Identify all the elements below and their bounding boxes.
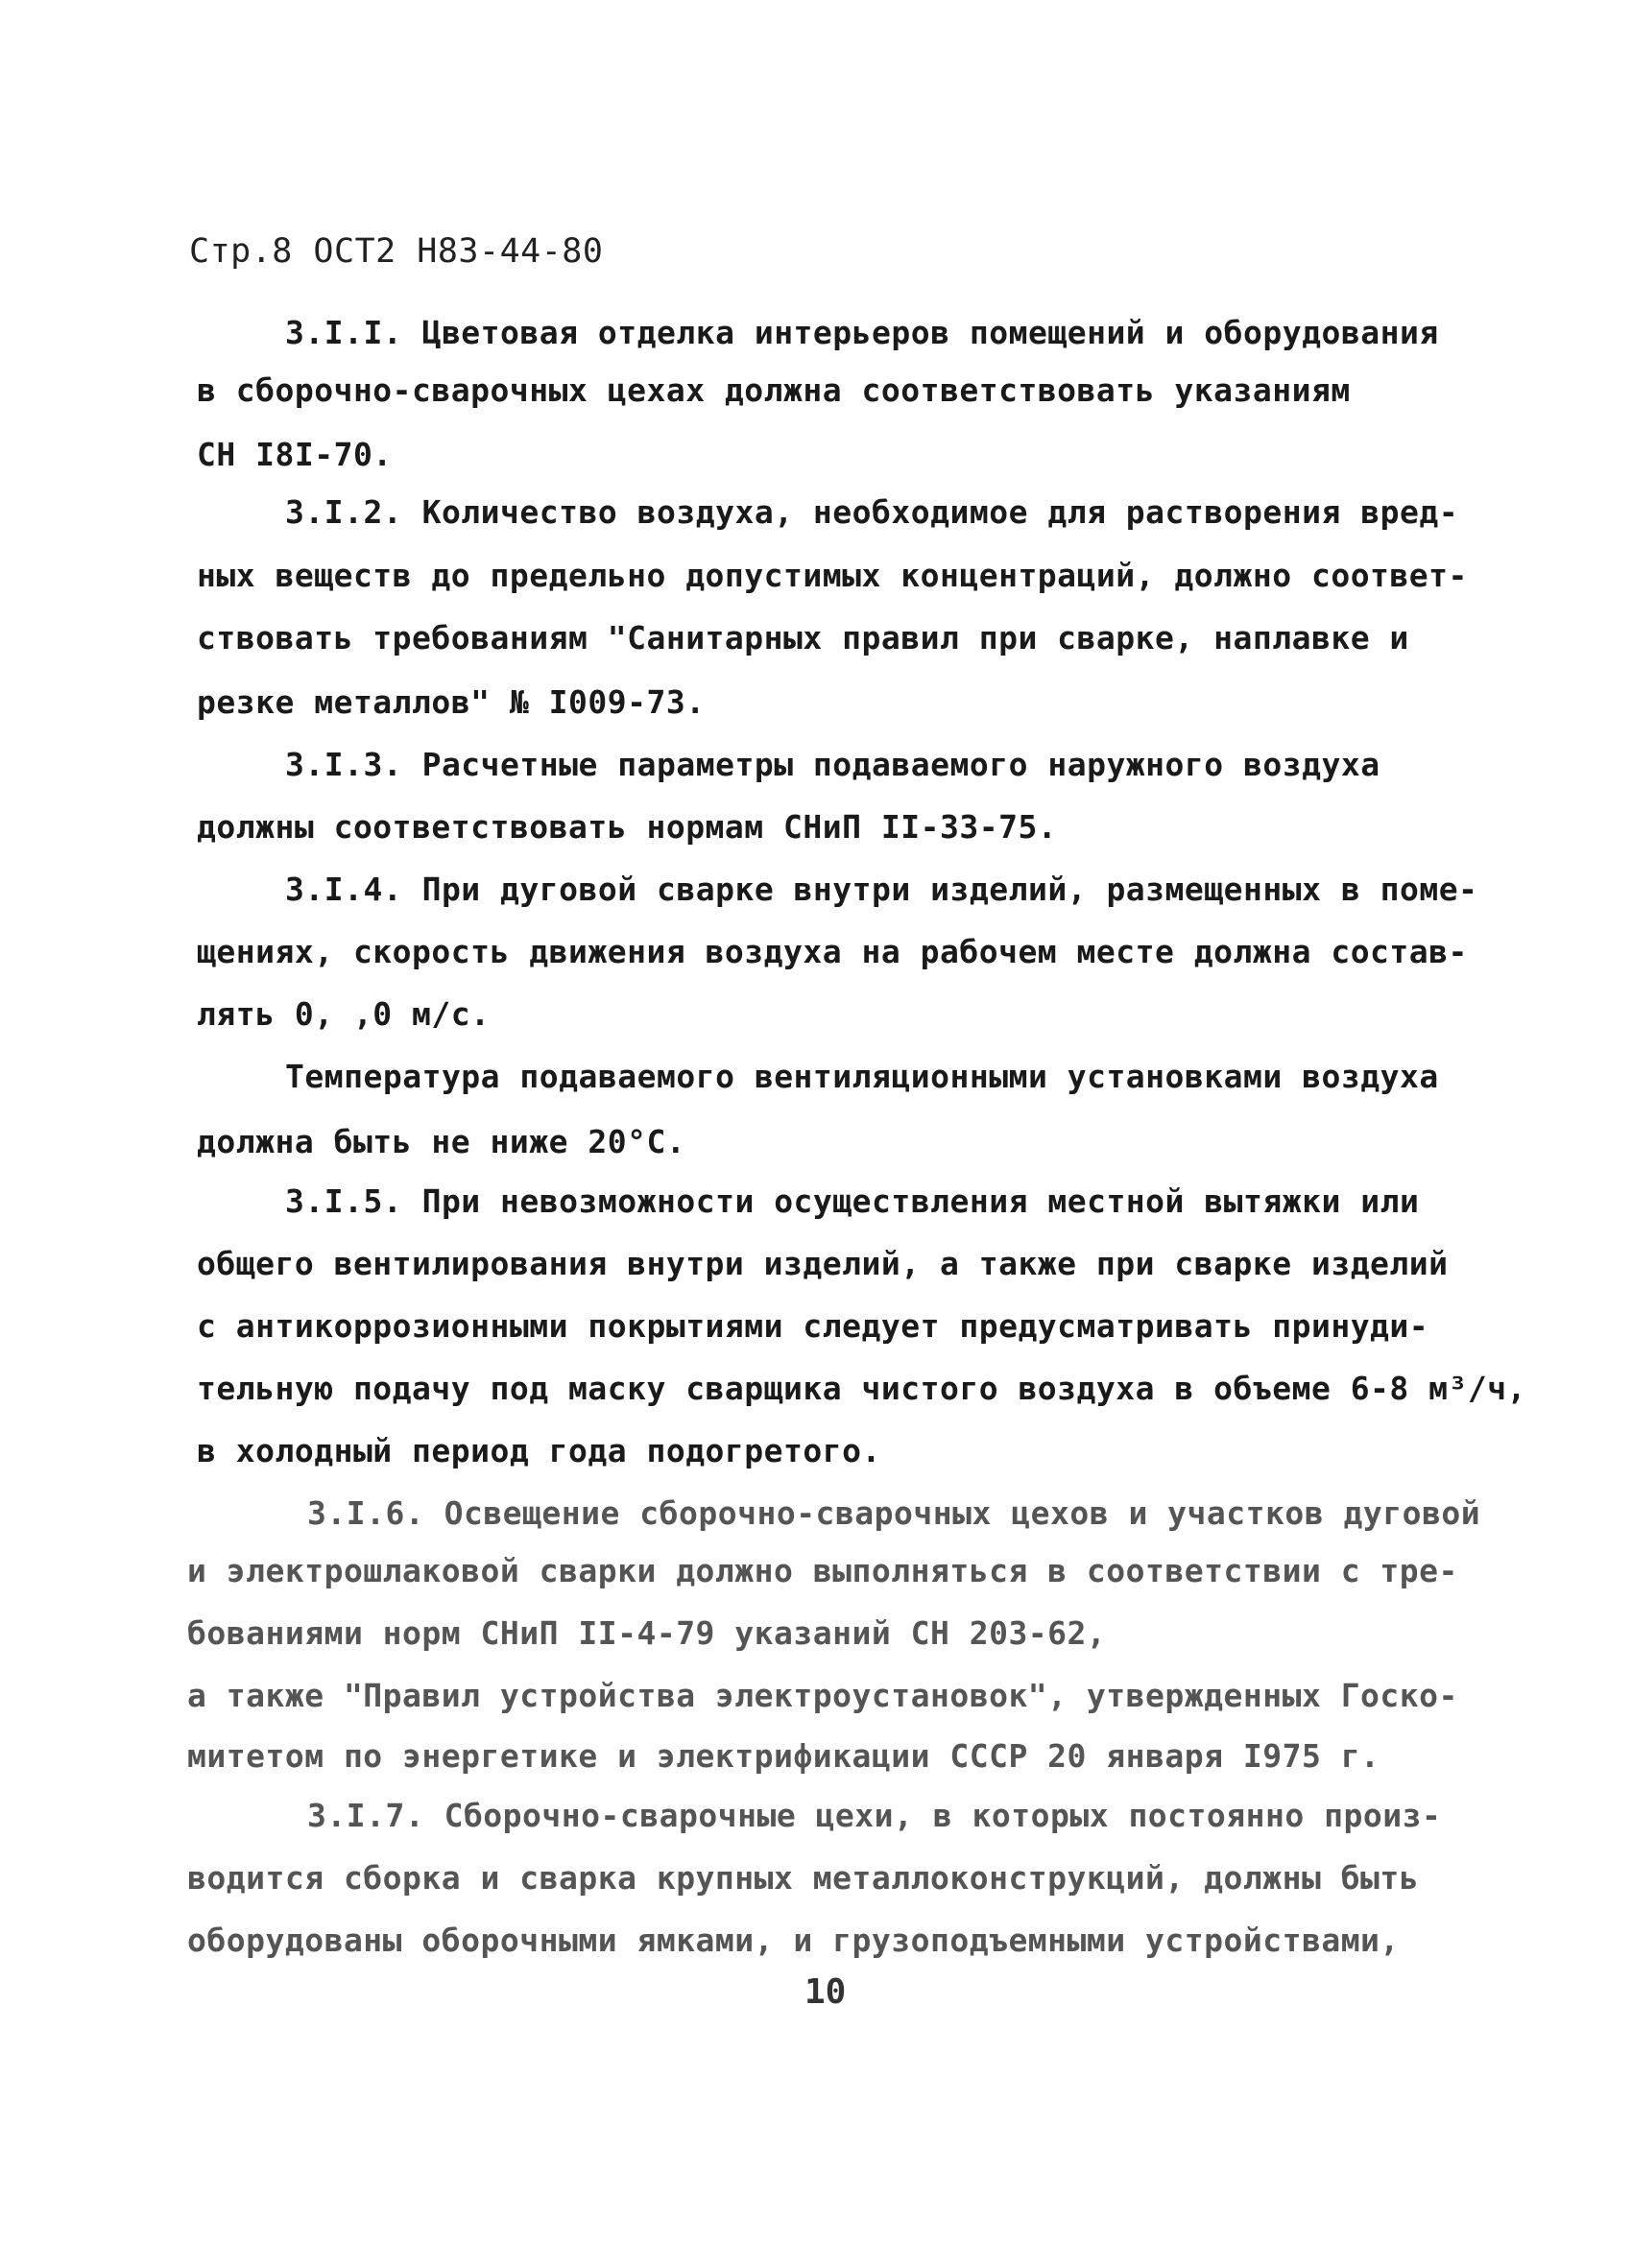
text-line: а также "Правил устройства электроустановок", утвержденных Госко- <box>187 1677 1458 1714</box>
text-line: 3.I.4. При дуговой сварке внутри изделий, размещенных в поме- <box>285 871 1478 908</box>
text-line: 3.I.2. Количество воздуха, необходимое для растворения вред- <box>285 493 1459 531</box>
text-line: 3.I.3. Расчетные параметры подаваемого наружного воздуха <box>285 746 1380 783</box>
text-line: оборудованы оборочными ямками, и грузоподъемными устройствами, <box>187 1922 1400 1959</box>
page-number: 10 <box>804 1972 847 2012</box>
text-line: ствовать требованиям "Санитарных правил при сварке, наплавке и <box>197 619 1409 657</box>
text-line: должны соответствовать нормам СНиП II-33-75. <box>197 808 1058 846</box>
text-line: Температура подаваемого вентиляционными установками воздуха <box>285 1058 1439 1095</box>
text-line: митетом по энергетике и электрификации СССР 20 января I975 г. <box>187 1737 1380 1775</box>
text-line: 3.I.7. Сборочно-сварочные цехи, в которых постоянно произ- <box>307 1797 1442 1834</box>
text-line: 3.I.I. Цветовая отделка интерьеров помещений и оборудования <box>285 314 1439 351</box>
text-line: общего вентилирования внутри изделий, а также при сварке изделий <box>197 1245 1449 1282</box>
text-line: тельную подачу под маску сварщика чистого воздуха в объеме 6-8 м³/ч, <box>197 1370 1527 1407</box>
text-line: должна быть не ниже 20°С. <box>197 1123 686 1160</box>
text-line: с антикоррозионными покрытиями следует предусматривать принуди- <box>197 1307 1429 1345</box>
text-line: 3.I.6. Освещение сборочно-сварочных цехов и участков дуговой <box>307 1494 1481 1532</box>
text-line: СН I8I-70. <box>197 436 393 473</box>
text-line: водится сборка и сварка крупных металлоконструкций, должны быть <box>187 1859 1420 1897</box>
text-line: резке металлов" № I009-73. <box>197 683 706 721</box>
text-line: лять 0, ,0 м/с. <box>197 995 491 1033</box>
page-header: Стр.8 ОСТ2 Н83-44-80 <box>189 232 604 271</box>
text-line: бованиями норм СНиП II-4-79 указаний СН 203-62, <box>187 1614 1107 1652</box>
text-line: щениях, скорость движения воздуха на рабочем месте должна состав- <box>197 933 1468 970</box>
text-line: и электрошлаковой сварки должно выполняться в соответствии с тре- <box>187 1552 1458 1589</box>
text-line: в холодный период года подогретого. <box>197 1432 881 1469</box>
text-line: в сборочно-сварочных цехах должна соответствовать указаниям <box>197 371 1351 409</box>
text-line: 3.I.5. При невозможности осуществления местной вытяжки или <box>285 1182 1420 1220</box>
text-line: ных веществ до предельно допустимых концентраций, должно соответ- <box>197 557 1468 594</box>
